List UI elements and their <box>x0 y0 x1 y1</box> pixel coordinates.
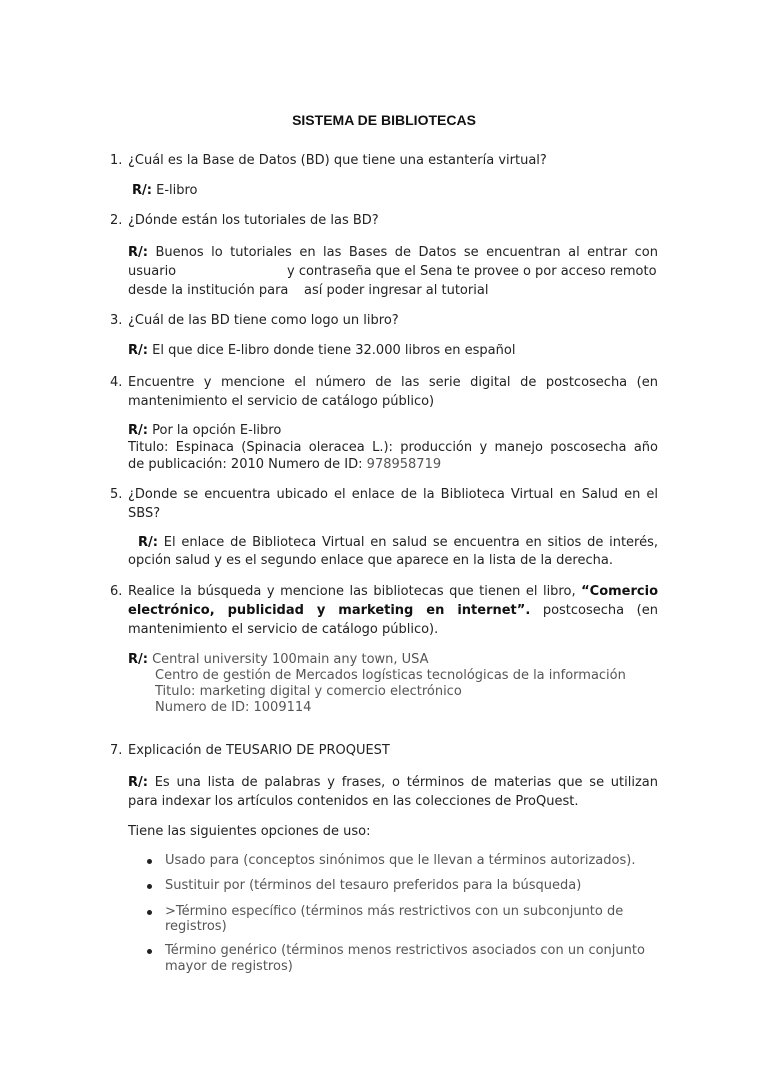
q5-answer-text-1: El enlace de Biblioteca Virtual en salud se encuentra en sitios de interés, <box>163 535 659 550</box>
q3-answer-text: El que dice E-libro donde tiene 32.000 libros en español <box>152 343 516 358</box>
q4-question-line-2: mantenimiento el servicio de catálogo público) <box>128 394 435 409</box>
q3-question: ¿Cuál de las BD tiene como logo un libro? <box>128 313 399 328</box>
answer-prefix: R/: <box>128 652 148 667</box>
option-1-line-1: Usado para (conceptos sinónimos que le llevan a términos autorizados). <box>165 853 636 868</box>
q3-number: 3. <box>110 313 123 328</box>
q2-answer-line-1 <box>128 244 658 261</box>
q6-answer-line-2: Centro de gestión de Mercados logísticas tecnológicas de la información <box>155 668 626 683</box>
option-4-line-1: Término genérico (términos menos restrictivos asociados con un conjunto <box>165 943 645 958</box>
q6-answer-line-3: Titulo: marketing digital y comercio electrónico <box>155 684 462 699</box>
q4-question-line-1: Encuentre y mencione el número de las serie digital de postcosecha (en <box>128 375 658 390</box>
q6-question-line-3: mantenimiento el servicio de catálogo público). <box>128 622 439 637</box>
q7-answer-line-1 <box>128 774 658 791</box>
q4-answer-line-1 <box>128 422 281 439</box>
q1-question: ¿Cuál es la Base de Datos (BD) que tiene una estantería virtual? <box>128 153 547 168</box>
q4-answer-line-3 <box>128 456 441 473</box>
q4-answer-text-3: de publicación: 2010 Numero de ID: <box>128 457 363 472</box>
page-title: SISTEMA DE BIBLIOTECAS <box>292 112 476 128</box>
q6-answer-text-1: Central university 100main any town, USA <box>152 652 429 667</box>
q2-answer-line-2b: y contraseña que el Sena te provee o por acceso remoto <box>287 264 657 279</box>
q7-answer-line-2: para indexar los artículos contenidos en las colecciones de ProQuest. <box>128 794 579 809</box>
bullet-icon <box>147 859 152 864</box>
answer-prefix: R/: <box>128 245 148 260</box>
q2-answer-line-3a: desde la institución para <box>128 283 289 298</box>
q7-options-intro: Tiene las siguientes opciones de uso: <box>128 824 371 839</box>
q2-question: ¿Dónde están los tutoriales de las BD? <box>128 213 379 228</box>
bullet-icon <box>147 910 152 915</box>
q2-answer-line-2a: usuario <box>128 264 177 279</box>
q7-number: 7. <box>110 743 123 758</box>
answer-prefix: R/: <box>138 535 158 550</box>
q1-answer-text: E-libro <box>156 183 198 198</box>
q5-answer-line-2: opción salud y es el segundo enlace que aparece en la lista de la derecha. <box>128 553 613 568</box>
q3-answer <box>128 342 515 359</box>
q6-question-text-2: postcosecha (en <box>542 603 658 618</box>
q7-question: Explicación de TEUSARIO DE PROQUEST <box>128 743 390 758</box>
q5-question-line-2: SBS? <box>128 506 161 521</box>
option-3-line-1: >Término específico (términos más restrictivos con un subconjunto de <box>165 904 624 919</box>
q1-answer <box>132 182 198 199</box>
q2-answer-line-3b: así poder ingresar al tutorial <box>304 283 489 298</box>
bullet-icon <box>147 884 152 889</box>
q2-number: 2. <box>110 213 123 228</box>
q6-question-line-2 <box>128 602 658 619</box>
q6-answer-line-1 <box>128 651 429 668</box>
q1-number: 1. <box>110 153 123 168</box>
q2-answer-text-1: Buenos lo tutoriales en las Bases de Datos se encuentran al entrar con <box>155 245 658 260</box>
q6-book-title-1: “Comercio <box>581 584 659 599</box>
q6-book-title-2: electrónico, publicidad y marketing en internet”. <box>128 603 531 618</box>
q4-id-value: 978958719 <box>366 457 442 472</box>
option-4-line-2: mayor de registros) <box>165 959 293 974</box>
q6-number: 6. <box>110 584 123 599</box>
q5-answer-line-1 <box>138 534 658 551</box>
option-3-line-2: registros) <box>165 919 227 934</box>
q4-answer-line-2: Titulo: Espinaca (Spinacia oleracea L.): producción y manejo poscosecha año <box>128 440 658 455</box>
q5-number: 5. <box>110 487 123 502</box>
answer-prefix: R/: <box>128 343 148 358</box>
answer-prefix: R/: <box>132 183 152 198</box>
q6-question-line-1 <box>128 583 658 600</box>
q6-question-text-1: Realice la búsqueda y mencione las bibliotecas que tienen el libro, <box>128 584 576 599</box>
q4-number: 4. <box>110 375 123 390</box>
answer-prefix: R/: <box>128 423 148 438</box>
q5-question-line-1: ¿Donde se encuentra ubicado el enlace de la Biblioteca Virtual en Salud en el <box>128 487 658 502</box>
q6-answer-line-4: Numero de ID: 1009114 <box>155 700 312 715</box>
bullet-icon <box>147 949 152 954</box>
option-2-line-1: Sustituir por (términos del tesauro preferidos para la búsqueda) <box>165 878 582 893</box>
q7-answer-text-1: Es una lista de palabras y frases, o términos de materias que se utilizan <box>154 775 659 790</box>
q4-answer-text-1: Por la opción E-libro <box>152 423 282 438</box>
answer-prefix: R/: <box>128 775 148 790</box>
